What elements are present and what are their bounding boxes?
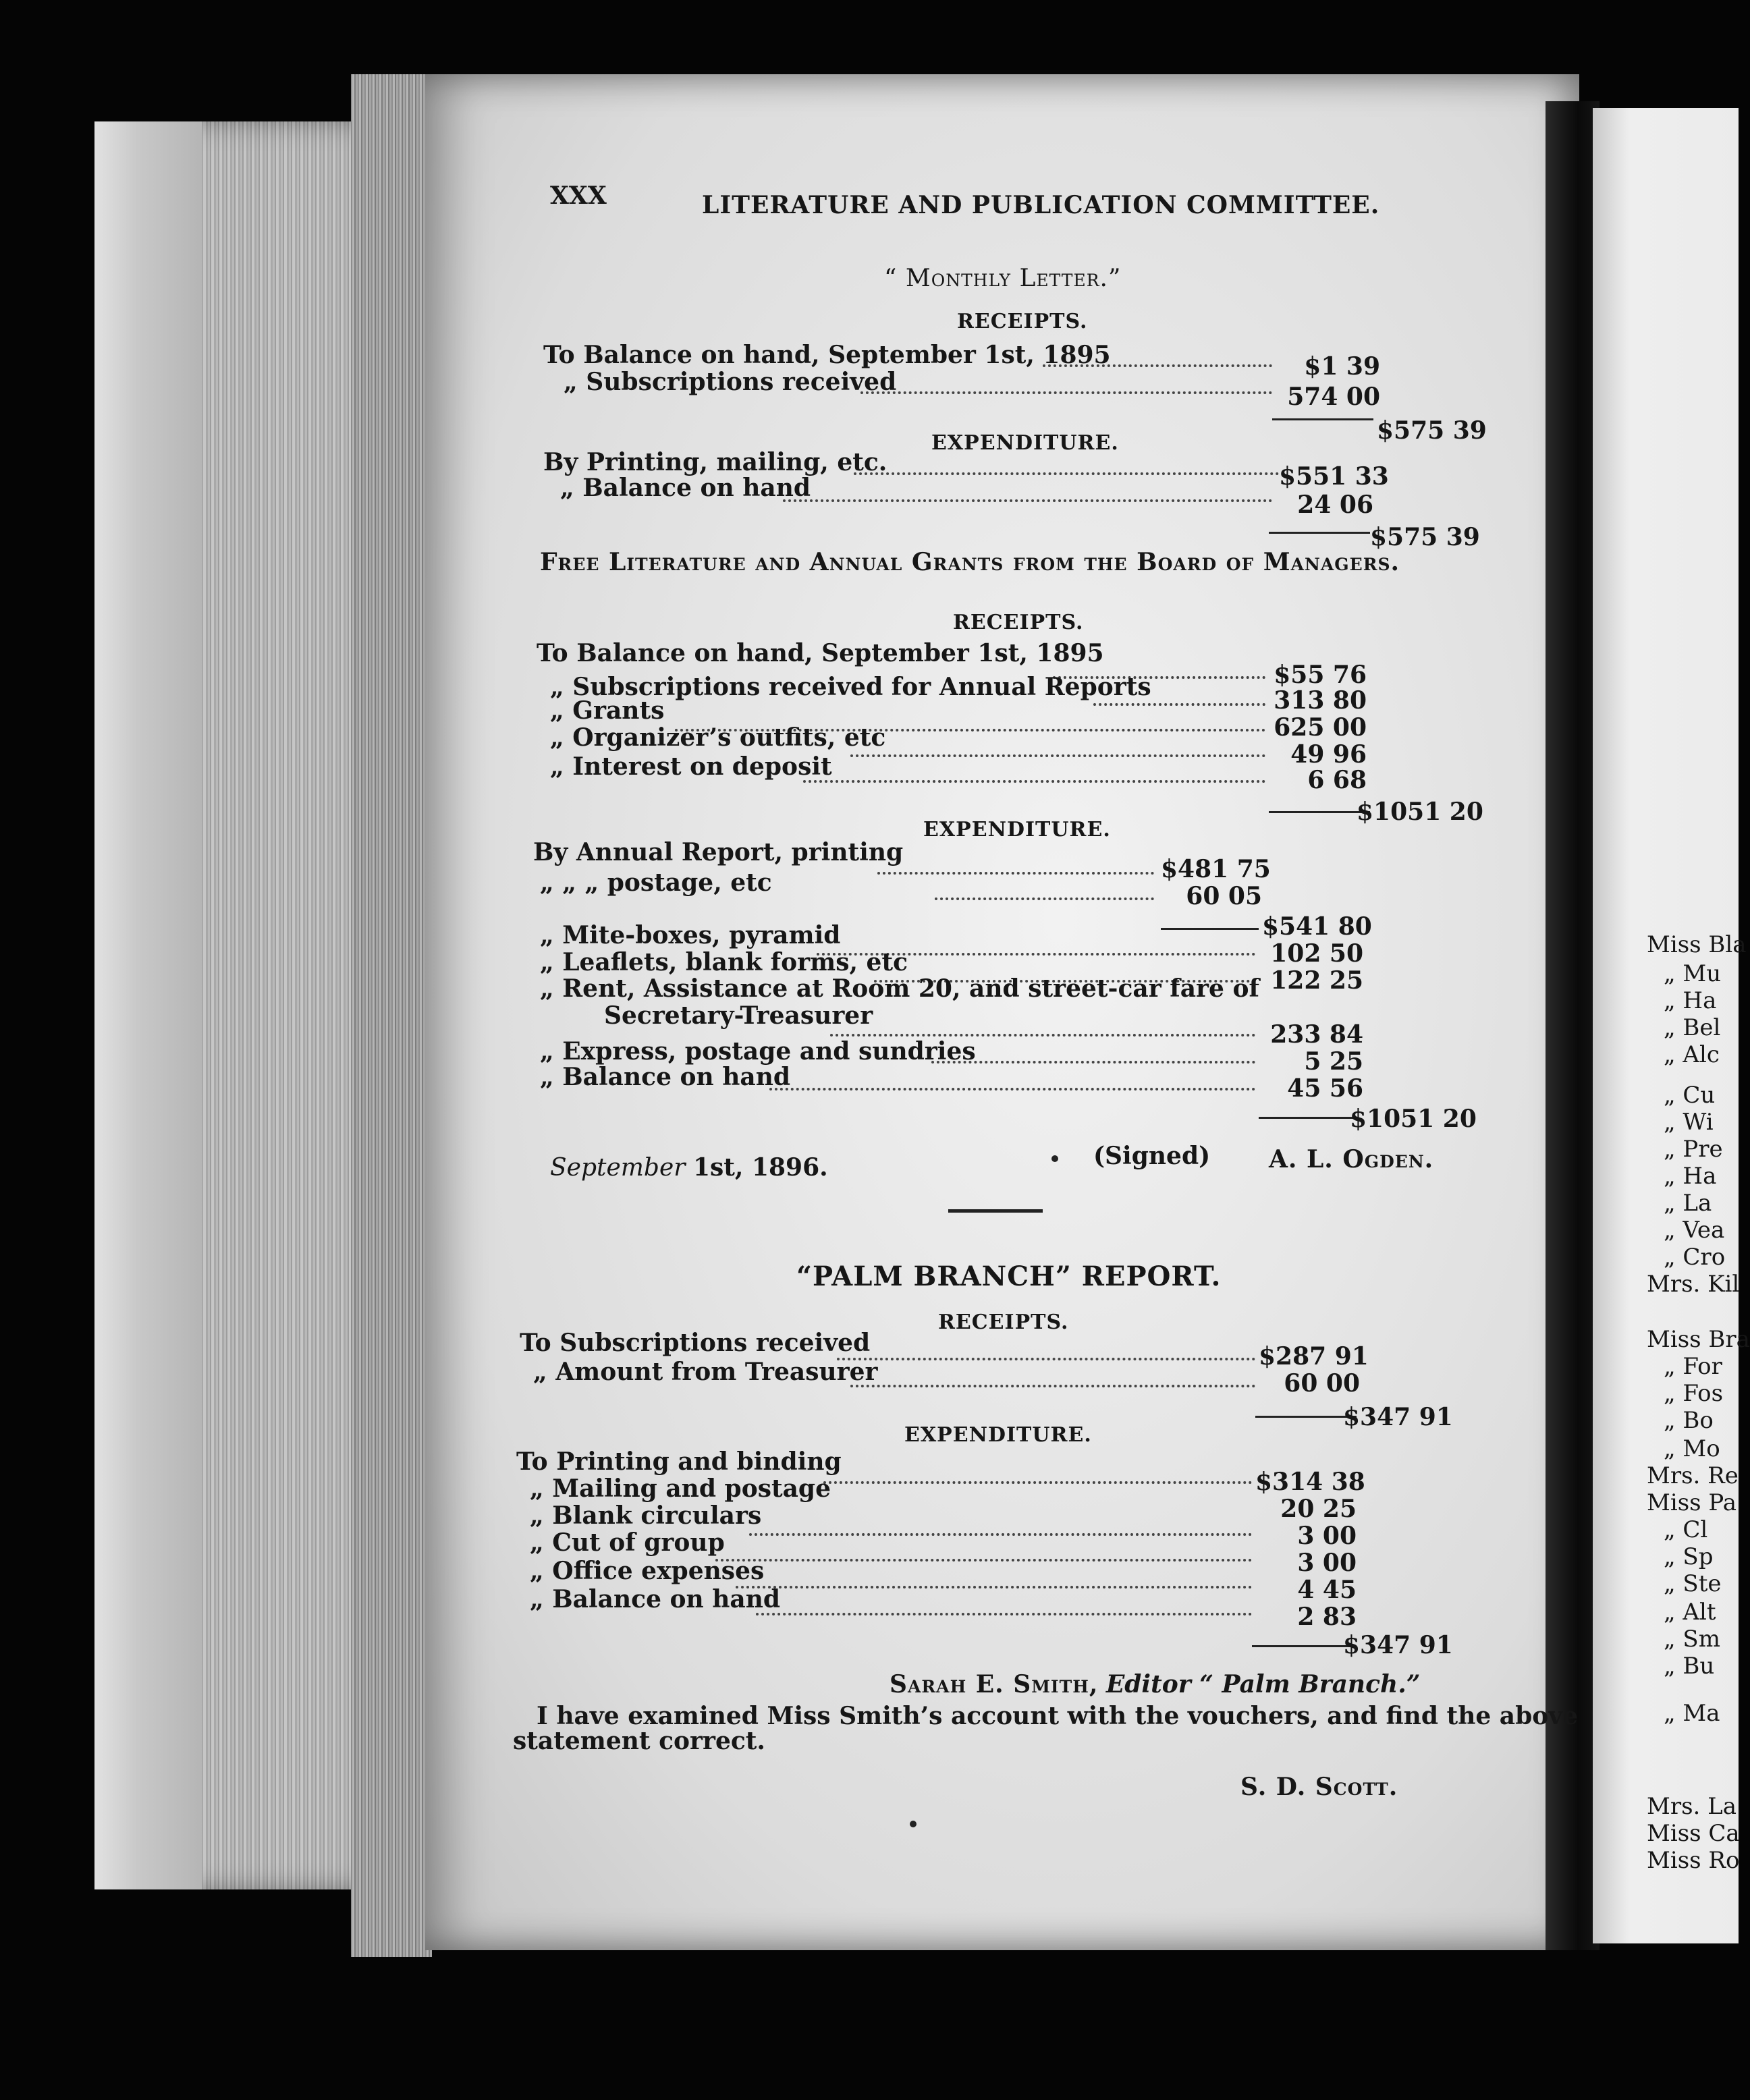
right-page-fragment: „ Alt xyxy=(1664,1599,1716,1626)
pb-expenditure-total: $347 91 xyxy=(1343,1631,1453,1659)
fl-expenditure-label: „ Express, postage and sundries xyxy=(540,1037,976,1066)
fl-date xyxy=(550,1155,828,1180)
sum-rule xyxy=(1252,1645,1353,1647)
right-page-fragment: Mrs. Re xyxy=(1647,1462,1739,1489)
leader-dots xyxy=(1093,703,1265,706)
page-header-title: LITERATURE AND PUBLICATION COMMITTEE. xyxy=(702,191,1380,219)
leader-dots xyxy=(749,1533,1252,1536)
fl-expenditure-heading: EXPENDITURE. xyxy=(923,818,1111,841)
ml-expenditure-label: By Printing, mailing, etc. xyxy=(543,448,887,476)
pb-receipts-heading: RECEIPTS. xyxy=(938,1310,1069,1334)
fl-expenditure-amount: 45 56 xyxy=(1287,1074,1363,1103)
pb-receipt-label: To Subscriptions received xyxy=(520,1329,871,1357)
right-page-fragment: Miss Pa xyxy=(1647,1489,1737,1516)
ml-expenditure-label: „ Balance on hand xyxy=(560,474,811,502)
sum-rule xyxy=(1272,418,1373,420)
right-page-fragment: „ La xyxy=(1664,1190,1712,1217)
leader-dots xyxy=(850,754,1265,757)
ml-expenditure-total: $575 39 xyxy=(1370,523,1480,551)
right-page-fragment: „ Alc xyxy=(1664,1041,1720,1068)
right-page-fragment: „ For xyxy=(1664,1353,1722,1380)
fl-receipts-heading: RECEIPTS. xyxy=(953,611,1084,634)
pb-receipt-amount: 60 00 xyxy=(1284,1369,1360,1398)
pb-editor-role: Editor “ Palm Branch.” xyxy=(1105,1670,1421,1698)
fl-receipt-label: „ Organizer’s outfits, etc xyxy=(550,723,886,752)
right-page-fragment: „ Cl xyxy=(1664,1516,1708,1543)
fl-receipt-amount: 625 00 xyxy=(1274,713,1367,742)
fl-annual-amount: $481 75 xyxy=(1161,855,1271,883)
right-page-fragment: „ Ma xyxy=(1664,1700,1720,1727)
right-page-fragment: „ Wi xyxy=(1664,1109,1714,1136)
pb-expenditure-label: To Printing and binding xyxy=(516,1447,842,1476)
fl-receipt-label: To Balance on hand, September 1st, 1895 xyxy=(537,639,1104,667)
fl-expenditure-label: „ Rent, Assistance at Room 20, and street-car fare of xyxy=(540,974,1259,1003)
leader-dots xyxy=(769,1088,1255,1090)
fl-receipts-total: $1051 20 xyxy=(1357,798,1483,826)
sum-rule xyxy=(1269,532,1370,534)
sum-rule xyxy=(1161,928,1259,930)
pb-receipts-total: $347 91 xyxy=(1343,1403,1453,1431)
fl-expenditure-total: $1051 20 xyxy=(1350,1105,1477,1133)
fl-receipt-label: „ Interest on deposit xyxy=(550,752,832,781)
right-page-fragment: „ Pre xyxy=(1664,1136,1723,1163)
leader-dots xyxy=(823,1481,1252,1484)
fl-expenditure-label: „ Mite-boxes, pyramid xyxy=(540,921,841,949)
right-page-fragment: „ Bo xyxy=(1664,1407,1714,1434)
fl-date-month: September xyxy=(550,1154,686,1182)
right-page-fragment: „ Cu xyxy=(1664,1082,1716,1109)
pb-expenditure-label: „ Cut of group xyxy=(530,1528,725,1557)
fl-receipt-amount: 6 68 xyxy=(1307,766,1367,794)
pb-expenditure-amount: $314 38 xyxy=(1255,1468,1365,1496)
fl-expenditure-amount: 122 25 xyxy=(1270,966,1363,995)
pb-expenditure-amount: 2 83 xyxy=(1297,1603,1357,1631)
fl-expenditure-label: „ Balance on hand xyxy=(540,1063,791,1091)
ink-mark xyxy=(910,1821,917,1827)
monthly-letter-title: “ Monthly Letter.” xyxy=(884,265,1122,292)
fl-date-rest: 1st, 1896. xyxy=(692,1153,828,1182)
ml-receipt-amount: 574 00 xyxy=(1287,383,1380,411)
fl-expenditure-amount: 102 50 xyxy=(1270,939,1363,968)
right-page-fragment: „ Ha xyxy=(1664,987,1717,1014)
right-page-fragment: Miss Ro xyxy=(1647,1847,1740,1874)
fl-receipt-amount: $55 76 xyxy=(1274,661,1367,689)
fl-receipt-label: „ Subscriptions received for Annual Reports xyxy=(550,673,1151,701)
fl-receipt-label: „ Grants xyxy=(550,696,665,725)
fl-expenditure-amount: 233 84 xyxy=(1270,1020,1363,1049)
right-page-fragment: Mrs. La xyxy=(1647,1793,1737,1820)
sum-rule xyxy=(1269,811,1370,813)
fl-expenditure-amount: 5 25 xyxy=(1304,1047,1363,1076)
fl-annual-subtotal: $541 80 xyxy=(1262,912,1372,941)
pb-audit-line: statement correct. xyxy=(513,1727,765,1755)
ml-receipt-label: „ Subscriptions received xyxy=(564,368,897,396)
right-page-fragment: Miss Bla xyxy=(1647,931,1747,958)
leader-dots xyxy=(877,872,1154,875)
pb-receipt-label: „ Amount from Treasurer xyxy=(533,1358,878,1386)
fl-receipt-amount: 49 96 xyxy=(1290,740,1367,769)
fl-expenditure-label: „ Leaflets, blank forms, etc xyxy=(540,948,908,976)
right-page-fragment: „ Fos xyxy=(1664,1380,1724,1407)
pb-auditor: S. D. Scott. xyxy=(1240,1773,1398,1801)
ml-expenditure-heading: EXPENDITURE. xyxy=(931,431,1119,455)
leader-dots xyxy=(1043,364,1272,367)
page-stack xyxy=(351,74,432,1957)
right-page-fragment: Miss Ca xyxy=(1647,1820,1740,1847)
pb-editor-line xyxy=(890,1672,1420,1697)
leader-dots xyxy=(854,472,1279,475)
right-page-fragment: „ Bu xyxy=(1664,1653,1715,1680)
fl-annual-amount: 60 05 xyxy=(1186,882,1262,910)
right-page-fragment: „ Ste xyxy=(1664,1570,1722,1597)
section-divider xyxy=(948,1209,1043,1213)
leader-dots xyxy=(860,391,1272,394)
free-literature-title: Free Literature and Annual Grants from the Board of Managers. xyxy=(540,548,1400,576)
pb-audit-line: I have examined Miss Smith’s account with the vouchers, and find the above xyxy=(537,1702,1579,1730)
leader-dots xyxy=(756,1613,1252,1615)
palm-branch-title: “PALM BRANCH” REPORT. xyxy=(796,1261,1222,1292)
fl-receipt-amount: 313 80 xyxy=(1274,686,1367,715)
ml-receipts-total: $575 39 xyxy=(1377,416,1487,445)
pb-expenditure-amount: 20 25 xyxy=(1280,1495,1357,1523)
fl-expenditure-label-continued: Secretary-Treasurer xyxy=(604,1001,873,1030)
ml-receipt-label: To Balance on hand, September 1st, 1895 xyxy=(543,341,1111,369)
ml-receipt-amount: $1 39 xyxy=(1304,352,1380,381)
ml-expenditure-amount: $551 33 xyxy=(1279,462,1389,491)
right-page-fragment: „ Mo xyxy=(1664,1435,1720,1462)
monthly-letter-receipts-heading: RECEIPTS. xyxy=(957,310,1088,333)
sum-rule xyxy=(1255,1416,1357,1418)
page-number: XXX xyxy=(550,182,607,210)
pb-expenditure-heading: EXPENDITURE. xyxy=(904,1423,1092,1447)
leader-dots xyxy=(935,897,1154,900)
pb-expenditure-amount: 3 00 xyxy=(1297,1549,1357,1577)
leader-dots xyxy=(850,1385,1255,1387)
leader-dots xyxy=(837,1358,1255,1360)
pb-expenditure-label: „ Balance on hand xyxy=(530,1585,781,1613)
fl-signatory: A. L. Ogden. xyxy=(1269,1145,1434,1173)
leader-dots xyxy=(803,780,1265,783)
pb-expenditure-label: „ Mailing and postage xyxy=(530,1474,831,1503)
sum-rule xyxy=(1259,1117,1357,1119)
ink-mark xyxy=(1051,1155,1058,1162)
right-page-fragment: Mrs. Kil xyxy=(1647,1271,1740,1298)
right-page-fragment: „ Mu xyxy=(1664,960,1722,987)
right-page-fragment: „ Sp xyxy=(1664,1543,1714,1570)
pb-expenditure-label: „ Office expenses xyxy=(530,1557,765,1585)
right-page-fragment: „ Ha xyxy=(1664,1163,1717,1190)
right-page-fragment: „ Cro xyxy=(1664,1244,1726,1271)
right-page-fragment: „ Sm xyxy=(1664,1626,1720,1653)
pb-editor-name: Sarah E. Smith, xyxy=(890,1670,1099,1698)
fl-annual-label: By Annual Report, printing xyxy=(533,838,904,866)
right-page-fragment: „ Bel xyxy=(1664,1014,1721,1041)
book-gutter xyxy=(1546,101,1599,1950)
leader-dots xyxy=(783,499,1272,502)
right-page-fragment: „ Vea xyxy=(1664,1217,1725,1244)
leader-dots xyxy=(830,1034,1255,1037)
right-page-fragment: Miss Bra xyxy=(1647,1326,1750,1353)
pb-expenditure-amount: 3 00 xyxy=(1297,1522,1357,1550)
leader-dots xyxy=(736,1586,1252,1588)
ml-expenditure-amount: 24 06 xyxy=(1297,491,1373,519)
leader-dots xyxy=(715,1559,1252,1562)
book-fore-edge-highlight xyxy=(94,121,202,1889)
fl-signed-label: (Signed) xyxy=(1093,1142,1211,1170)
leader-dots xyxy=(931,1061,1255,1063)
pb-expenditure-amount: 4 45 xyxy=(1297,1576,1357,1604)
fl-annual-label: „ „ „ postage, etc xyxy=(540,868,772,897)
pb-receipt-amount: $287 91 xyxy=(1259,1342,1369,1371)
pb-expenditure-label: „ Blank circulars xyxy=(530,1501,762,1530)
